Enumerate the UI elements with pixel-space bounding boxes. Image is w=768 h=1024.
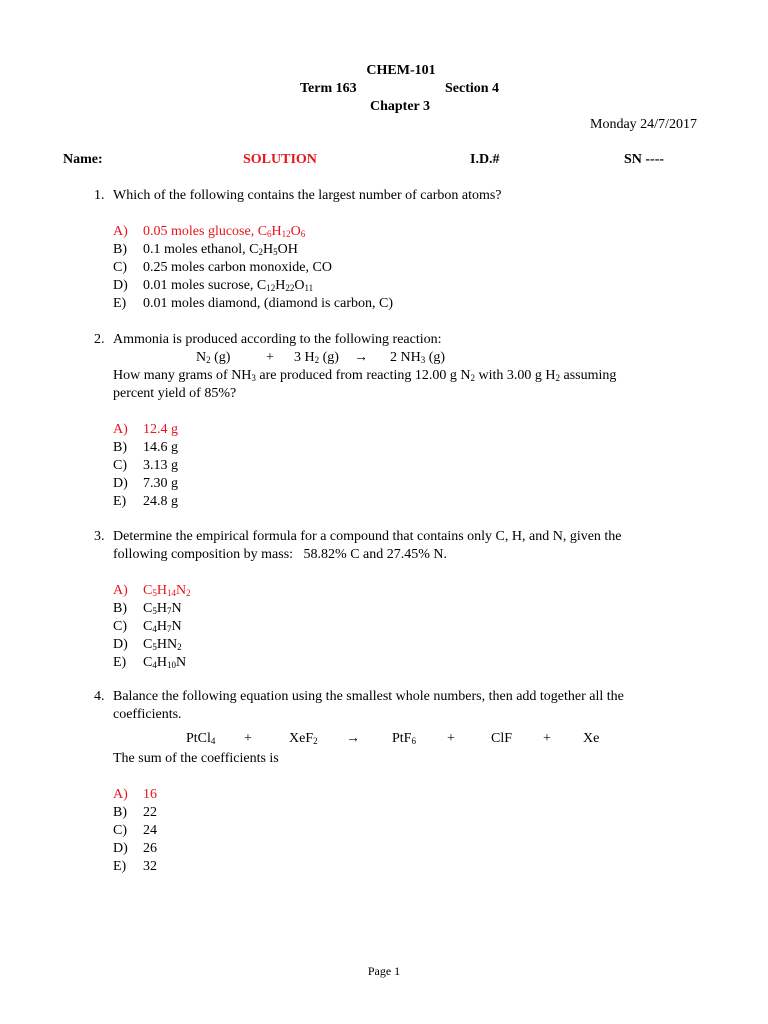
question-text: Balance the following equation using the smallest whole numbers, then add together all the — [113, 689, 624, 704]
name-value: SOLUTION — [243, 152, 317, 167]
question-text: Which of the following contains the largest number of carbon atoms? — [113, 188, 502, 203]
option-c: C) 3.13 g — [113, 458, 178, 473]
option-c: C) $C_4H_7N$ — [113, 619, 182, 634]
option-b: B) 0.1 moles ethanol, $C_2H_5OH$ — [113, 242, 298, 257]
term-label: Term 163 — [300, 81, 357, 96]
option-d: D) 0.01 moles sucrose, $C_{12}H_{22}O_{11}$ — [113, 278, 314, 293]
option-b: B) 22 — [113, 805, 157, 820]
option-e: E) $C_4H_{10}N$ — [113, 655, 187, 670]
option-d: D) 7.30 g — [113, 476, 178, 491]
page-number: Page 1 — [367, 964, 401, 978]
option-e: E) 24.8 g — [113, 494, 178, 509]
question-text-line2: following composition by mass: 58.82% C and 27.45% N. — [113, 547, 448, 562]
option-e: E) 32 — [113, 859, 157, 874]
course-code: CHEM-101 — [366, 63, 436, 78]
option-a: A) $C_5H_{14}N_2$ — [113, 583, 191, 598]
option-b: B) $C_5H_7N$ — [113, 601, 182, 616]
id-label: I.D.# — [470, 152, 500, 167]
arrow-icon: → — [346, 731, 360, 746]
option-d: D) $C_5HN_2$ — [113, 637, 182, 652]
option-a: A) 0.05 moles glucose, $C_6H_{12}O_6$ — [113, 224, 306, 239]
question-text: Determine the empirical formula for a compound that contains only C, H, and N, given the — [113, 529, 622, 544]
chapter-label: Chapter 3 — [369, 99, 431, 114]
name-label: Name: — [63, 152, 103, 167]
question-text-line2: coefficients. — [113, 707, 182, 722]
question-text-line3: The sum of the coefficients is — [113, 751, 279, 766]
option-d: D) 26 — [113, 841, 157, 856]
option-b: B) 14.6 g — [113, 440, 178, 455]
exam-page: CHEM-101 Term 163 Section 4 Chapter 3 Monday 24/7/2017 Name: SOLUTION I.D.# SN ---- 1. Which of the following contains the largest number of carbon atoms? A) 0.05 moles glucose, $C_6H_{12}O_6$ B) 0.1 moles ethanol, $C_2H_5OH$ C) 0.25 moles carbon monoxide, CO D) 0.01 moles sucrose, $C_{12}H_{22}O_{11}$ E) 0.01 moles diamond, (diamond is carbon, C) 2. Ammonia is produced according to the following reaction: $N_2$ (g) + 3 $H_2$ (g) → 2 $NH_3$ (g) How many grams of $NH_3$ are produced from reacting 12.00 g $N_2$ with 3.00 g $H_2$ assuming percent yield of 85%? A) 12.4 g B) 14.6 g C) 3.13 g D) 7.30 g E) 24.8 g 3. Determine the empirical formula for a compound that contains only C, H, and N, given the following composition by mass: 58.82% C and 27.45% N. A) $C_5H_{14}N_2$ B) $C_5H_7N$ C) $C_4H_7N$ D) $C_5HN_2$ E) $C_4H_{10}N$ 4. Balance the following equation using the smallest whole numbers, then add together all the coefficients. PtCl$_4$ + XeF$_2$ → PtF$_6$ + ClF + Xe The sum of the coefficients is A) 16 B) 22 C) 24 D) 26 E) 32 Page 1 — [63, 63, 697, 978]
option-a: A) 12.4 g — [113, 422, 178, 437]
option-c: C) 0.25 moles carbon monoxide, CO — [113, 260, 332, 275]
arrow-icon: → — [354, 350, 368, 365]
question-number: 3. — [94, 529, 105, 544]
option-a: A) 16 — [113, 787, 157, 802]
question-text-line2: How many grams of $NH_3$ are produced from reacting 12.00 g $N_2$ with 3.00 g $H_2$ assuming — [113, 368, 617, 383]
question-number: 2. — [94, 332, 105, 347]
exam-date: Monday 24/7/2017 — [590, 117, 697, 132]
question-text: Ammonia is produced according to the following reaction: — [113, 332, 442, 347]
option-c: C) 24 — [113, 823, 157, 838]
question-text-line3: percent yield of 85%? — [113, 386, 237, 401]
section-label: Section 4 — [445, 81, 500, 96]
question-number: 4. — [94, 689, 105, 704]
question-number: 1. — [94, 188, 105, 203]
sn-label: SN ---- — [624, 152, 665, 167]
option-e: E) 0.01 moles diamond, (diamond is carbon, C) — [113, 296, 394, 311]
